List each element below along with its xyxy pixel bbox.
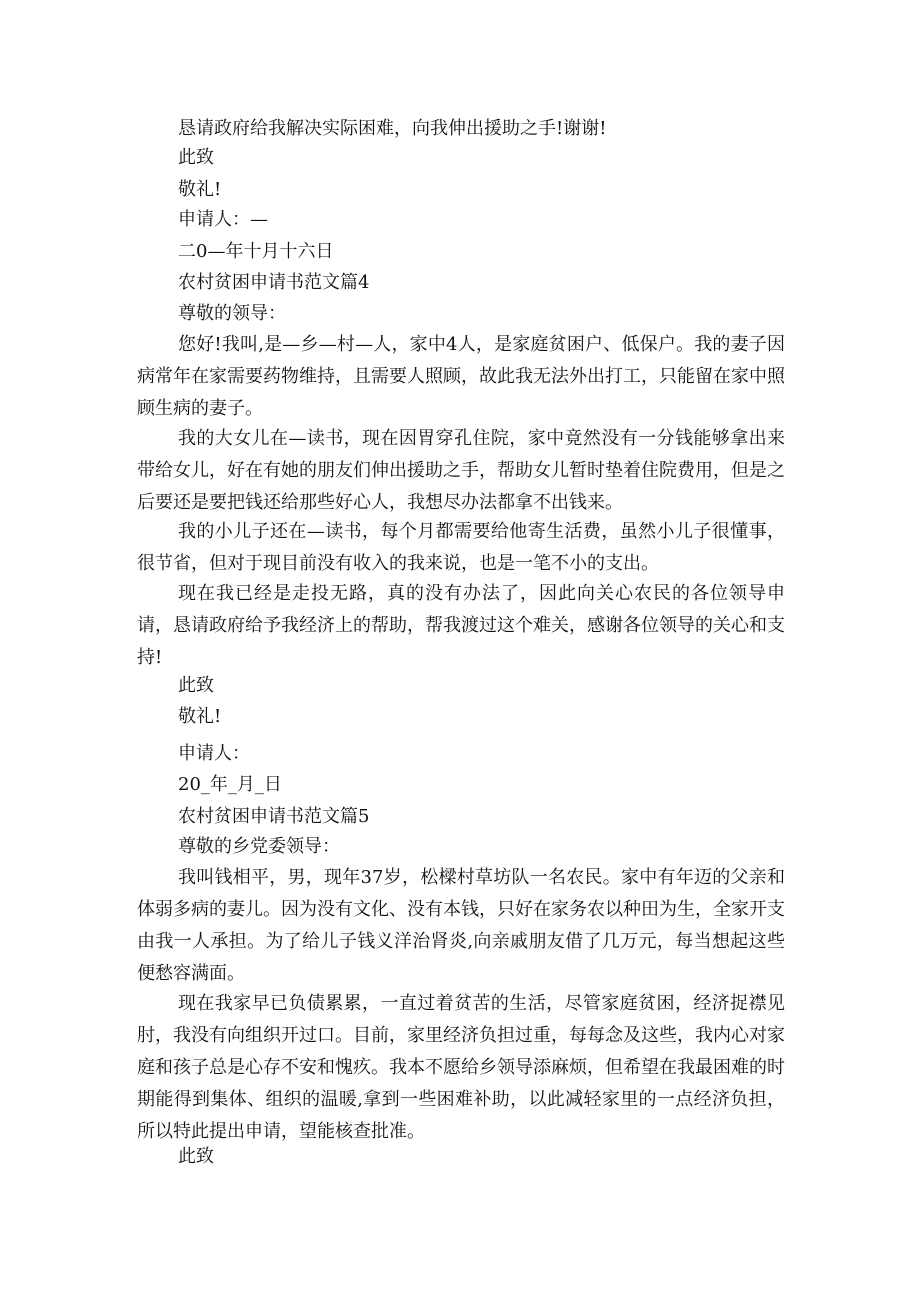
- salutation-jingli: 敬礼!: [178, 706, 222, 727]
- greeting-5: 尊敬的乡党委领导：: [178, 836, 340, 857]
- section-title-4: 农村贫困申请书范文篇4: [178, 272, 370, 293]
- paragraph: 我叫钱相平，男，现年37岁，松樑村草坊队一名农民。家中有年迈的父亲和体弱多病的妻儿。因为没有文化、没有本钱，只好在家务农以种田为生，全家开支由我一人承担。为了给儿子钱义洋治肾炎,向亲戚朋友借了几万元，每当想起这些便愁容满面。: [137, 867, 785, 984]
- applicant-label: 申请人：: [178, 743, 250, 764]
- date-line: 二0—年十月十六日: [178, 241, 334, 262]
- section-title-5: 农村贫困申请书范文篇5: [178, 806, 370, 827]
- salutation-cizhi: 此致: [178, 675, 214, 696]
- salutation-jingli: 敬礼!: [178, 179, 222, 200]
- closing-request-line: 恳请政府给我解决实际困难，向我伸出援助之手!谢谢!: [178, 118, 607, 139]
- salutation-cizhi: 此致: [178, 147, 214, 168]
- greeting-4: 尊敬的领导：: [178, 303, 286, 324]
- date-line: 20_年_月_日: [178, 774, 282, 795]
- paragraph: 我的小儿子还在—读书，每个月都需要给他寄生活费，虽然小儿子很懂事，很节省，但对于现目前没有收入的我来说，也是一笔不小的支出。: [137, 521, 785, 574]
- paragraph: 现在我已经是走投无路，真的没有办法了，因此向关心农民的各位领导申请，恳请政府给予我经济上的帮助，帮我渡过这个难关，感谢各位领导的关心和支持!: [137, 583, 785, 668]
- applicant-label: 申请人：—: [178, 209, 268, 230]
- paragraph: 我的大女儿在—读书，现在因胃穿孔住院，家中竟然没有一分钱能够拿出来带给女儿，好在有她的朋友们伸出援助之手，帮助女儿暂时垫着住院费用，但是之后要还是要把钱还给那些好心人，我想尽办法都拿不出钱来。: [137, 428, 785, 513]
- paragraph: 您好!我叫,是—乡—村—人，家中4人，是家庭贫困户、低保户。我的妻子因病常年在家需要药物维持，且需要人照顾，故此我无法外出打工，只能留在家中照顾生病的妻子。: [137, 334, 785, 419]
- salutation-cizhi: 此致: [178, 1146, 214, 1167]
- paragraph: 现在我家早已负债累累，一直过着贫苦的生活，尽管家庭贫困，经济捉襟见肘，我没有向组织开过口。目前，家里经济负担过重，每每念及这些，我内心对家庭和孩子总是心存不安和愧疚。我本不愿给乡领导添麻烦，但希望在我最困难的时期能得到集体、组织的温暖,拿到一些困难补助，以此减轻家里的一点经济负担，所以特此提出申请，望能核查批准。: [137, 993, 785, 1142]
